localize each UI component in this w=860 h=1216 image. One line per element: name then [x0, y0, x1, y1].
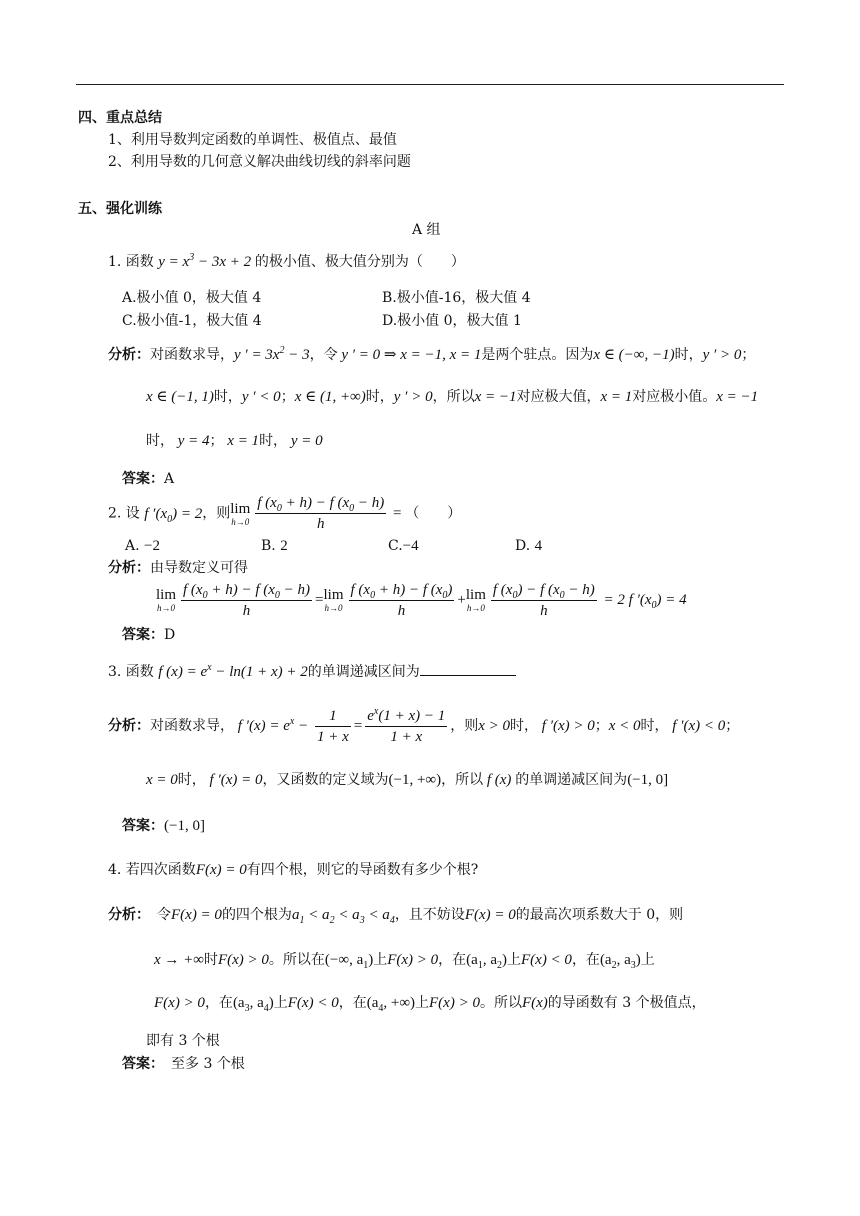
analysis-label: 分析： — [108, 347, 150, 363]
q1-y0: y = 0 — [287, 433, 323, 449]
q1-a3-t1: 时， — [146, 433, 174, 449]
section4-item-2: 2、利用导数的几何意义解决曲线切线的斜率问题 — [108, 154, 411, 170]
q4-fpos4: F(x) > 0 — [429, 995, 480, 1011]
q2-answer — [122, 626, 175, 644]
q3-a1-t2: ，则 — [450, 718, 479, 734]
q2-frac-b: $\frac{f (x_0 + h) - f (x_0)}{h}$ — [350, 581, 453, 619]
q4-fpos3: F(x) > 0 — [154, 995, 205, 1011]
q1-answer-value: A — [164, 471, 175, 487]
q1-analysis-line2: x ∈ (−1, 1)时，y ′ < 0；x ∈ (1, +∞)时，y ′ > 0，所以x = −1对应极大值，x = 1对应极小值。x = −1 — [146, 389, 759, 405]
q4-analysis-line2 — [154, 951, 655, 969]
q2-lim-a: lim h→0 — [156, 587, 177, 613]
q4-a3-t4: 上 — [415, 995, 430, 1011]
q4-a2-t3: 上 — [373, 952, 388, 968]
q2-answer-value: D — [164, 627, 176, 643]
q4-fneg1: F(x) < 0 — [521, 952, 572, 968]
q4-eq2: F(x) = 0 — [464, 907, 516, 923]
q1-analysis-line3 — [146, 432, 323, 450]
q4-a1-t4: 的最高次项系数大于 0，则 — [515, 907, 684, 923]
q3-answer — [122, 817, 205, 835]
q2-option-d — [515, 537, 542, 555]
analysis-label: 分析： — [108, 560, 150, 576]
header-rule — [76, 84, 784, 85]
q2-lim-c: lim h→0 — [465, 587, 486, 613]
q4-a2-t2: 。所以在 — [268, 952, 325, 968]
q4-a3-t5: 。所以 — [479, 995, 522, 1011]
section5-heading: 五、强化训练 — [78, 201, 162, 217]
q4-a1-t2: 的四个根为 — [221, 907, 292, 923]
q2-question: 2. 设 f $'(x_0) = 2$，则 lim h→0 $\frac{f (x_0 + h) - f (x_0 - h)}{h}$ = （ ） — [108, 495, 462, 532]
q3-analysis-line1: 分析：对函数求导， f $'(x) = e^x$ − $\frac{1}{1 + x}$ = $\frac{e^x(1 + x) - 1}{1 + x}$ ，则x > 0时， f ′(x) > 0；x < 0时， f ′(x) < 0； — [108, 705, 740, 745]
q4-fneg2: F(x) < 0 — [287, 995, 339, 1011]
q4-int5: ($a_4$, +∞) — [366, 995, 416, 1014]
q2-option-a — [125, 537, 160, 555]
q2-opt-b-val: 2 — [280, 538, 288, 554]
q1-a3-t2: ； — [209, 433, 224, 449]
analysis-label: 分析： — [108, 907, 143, 923]
q4-fpos2: F(x) > 0 — [387, 952, 439, 968]
q1-sign2: y ′ < 0 — [241, 389, 281, 405]
q3-num: 3. 函数 — [108, 664, 154, 680]
q4-fx: F(x) — [521, 995, 548, 1011]
q2-lim: lim h→0 — [230, 500, 251, 527]
q4-eq1: F(x) = 0 — [171, 907, 222, 923]
q1-num: 1. 函数 — [108, 254, 154, 270]
q3-analysis-line2 — [146, 771, 668, 789]
q1-tail: 的极小值、极大值分别为（ ） — [254, 254, 465, 270]
q1-sign1: y ′ > 0 — [702, 347, 742, 363]
q1-x1: x = 1 — [600, 389, 633, 405]
q4-a1-t1: 令 — [157, 907, 171, 923]
q3-deriv: f $'(x) = e^x$ − — [234, 716, 312, 734]
q4-a3-t6: 的导函数有 3 个极值点， — [547, 995, 706, 1011]
q1-a2-t2: 时， — [365, 389, 394, 405]
q2-frac-c: $\frac{f (x_0) - f (x_0 - h)}{h}$ — [492, 581, 595, 619]
q1-a3-t3: 时， — [259, 433, 288, 449]
q2-opt-c-label: C. — [388, 538, 403, 554]
q2-analysis-text: 由导数定义可得 — [150, 560, 248, 576]
q4-a2-t6: ，在 — [571, 952, 600, 968]
q4-a2-t4: ，在 — [438, 952, 467, 968]
group-label: A 组 — [412, 222, 441, 238]
answer-label: 答案： — [122, 471, 164, 487]
q3-a2-t4: 的单调递减区间为 — [515, 772, 628, 788]
q3-a1-t1: 对函数求导， — [150, 718, 234, 734]
q3-a2-t1: 时， — [177, 772, 206, 788]
answer-label: 答案： — [122, 1056, 157, 1072]
q3-answer-value: (−1, 0] — [164, 818, 205, 834]
q2-opt-a-val: −2 — [144, 538, 160, 554]
q1-roots: y ′ = 0 ⇒ x = −1, x = 1 — [337, 347, 482, 363]
q4-analysis-line3 — [154, 994, 706, 1012]
q4-a3-t3: ，在 — [338, 995, 367, 1011]
q3-question — [108, 661, 516, 681]
q4-a3-t1: ，在 — [204, 995, 233, 1011]
q3-fpos: f ′(x) > 0 — [538, 718, 595, 734]
q1-x1b: x = 1 — [223, 433, 260, 449]
q2-opt-a-label: A. — [125, 538, 140, 554]
q1-sign3: y ′ > 0 — [393, 389, 433, 405]
q1-option-a: A.极小值 0，极大值 4 — [122, 290, 262, 306]
q1-a1-t3: 是两个驻点。因为 — [481, 347, 594, 363]
q3-fx: f (x) — [483, 772, 516, 788]
q3-frac2: $\frac{e^x(1 + x) - 1}{1 + x}$ — [367, 705, 446, 745]
q1-interval1: x ∈ (−∞, −1) — [593, 347, 675, 363]
q2-opt-d-label: D. — [515, 538, 531, 554]
q2-tail: （ ） — [405, 505, 462, 522]
q4-int2: ($a_1$, $a_2$) — [466, 952, 507, 971]
q3-tail: 的单调递减区间为 — [307, 664, 420, 680]
q4-int1: (−∞, $a_1$) — [324, 952, 374, 971]
q3-a1-t5: 时， — [640, 718, 669, 734]
q4-a2-t1: 时 — [203, 952, 218, 968]
q4-roots: $a_1 < a_2 < a_3 < a_4$ — [291, 907, 395, 926]
q4-answer — [122, 1055, 245, 1073]
q2-option-b — [261, 537, 288, 555]
q2-frac-a: $\frac{f (x_0 + h) - f (x_0 - h)}{h}$ — [183, 581, 311, 619]
q2-opt-b-label: B. — [261, 538, 276, 554]
q1-option-c: C.极小值-1，极大值 4 — [122, 313, 262, 329]
q4-xinf: x → +∞ — [154, 952, 204, 968]
q3-fneg: f ′(x) < 0 — [668, 718, 726, 734]
q3-a1-t4: ； — [594, 718, 609, 734]
q4-a2-t7: 上 — [640, 952, 655, 968]
q3-frac1: $\frac{1}{1 + x}$ — [316, 707, 349, 745]
q1-interval2: x ∈ (−1, 1) — [146, 389, 214, 405]
q3-xneg: x < 0 — [608, 718, 641, 734]
q4-eq: F(x) = 0 — [195, 862, 247, 878]
answer-label: 答案： — [122, 627, 164, 643]
q3-a2-t2: ，又函数的定义域为 — [262, 772, 389, 788]
q2-given: f $'(x_0) = 2$ — [144, 505, 203, 525]
q1-option-b: B.极小值-16，极大值 4 — [382, 290, 531, 306]
q1-a1-t1: 对函数求导， — [150, 347, 234, 363]
q4-answer-value: 至多 3 个根 — [171, 1056, 245, 1072]
q4-analysis-line1 — [108, 906, 683, 924]
q2-lim-b: lim h→0 — [323, 587, 344, 613]
q4-question-post: 有四个根，则它的导函数有多少个根? — [246, 862, 479, 878]
q1-a2-t4: 对应极大值， — [516, 389, 601, 405]
q4-analysis-line4: 即有 3 个根 — [146, 1033, 220, 1049]
q4-a3-t2: 上 — [273, 995, 288, 1011]
q4-fpos1: F(x) > 0 — [217, 952, 269, 968]
q4-a1-t3: ，且不妨设 — [394, 907, 465, 923]
q4-question — [108, 861, 478, 879]
q1-xm1b: x = −1 — [716, 389, 759, 405]
q4-question-pre: 4. 若四次函数 — [108, 862, 196, 878]
answer-label: 答案： — [122, 818, 164, 834]
q2-analysis — [108, 559, 248, 577]
q3-f0: f ′(x) = 0 — [205, 772, 263, 788]
q3-domain: (−1, +∞) — [388, 772, 442, 788]
q4-a2-t5: 上 — [507, 952, 521, 968]
q1-formula: $y = x^3 - 3x + 2$ — [158, 252, 255, 270]
q3-a2-t3: ，所以 — [441, 772, 484, 788]
q3-a1-t3: 时， — [510, 718, 539, 734]
q4-int3: ($a_2$, $a_3$) — [599, 952, 641, 971]
q2-opt-d-val: 4 — [534, 538, 543, 554]
q3-formula: f $(x) = e^x - \ln(1 + x) + 2$ — [158, 662, 308, 680]
q3-xpos: x > 0 — [478, 718, 511, 734]
q2-mid: ，则 — [202, 505, 231, 522]
q1-a1-t4: 时， — [674, 347, 703, 363]
q1-analysis-line1: 分析：对函数求导，y ′ = $3x^2 - 3$，令 y ′ = 0 ⇒ x = −1, x = 1是两个驻点。因为x ∈ (−∞, −1)时，y ′ > 0； — [108, 345, 756, 363]
q2-derivation: lim h→0 $\frac{f (x_0 + h) - f (x_0 - h)}{h}$ = lim h→0 $\frac{f (x_0 + h) - f (x_0)}{h}$ + lim h→0 $\frac{f (x_0) - f (x_0 - h)}{h}$ = 2 f $'(x_0) = 4$ — [156, 581, 687, 619]
q2-opt-c-val: −4 — [402, 538, 419, 554]
q3-x0: x = 0 — [146, 772, 178, 788]
q1-question — [108, 253, 465, 271]
q1-option-d: D.极小值 0，极大值 1 — [382, 313, 522, 329]
q1-xm1: x = −1 — [474, 389, 517, 405]
q3-answer-blank — [420, 661, 516, 676]
section4-heading: 四、重点总结 — [78, 110, 162, 126]
q2-num: 2. 设 — [108, 505, 140, 522]
q1-a2-t5: 对应极小值。 — [632, 389, 717, 405]
q1-answer — [122, 470, 174, 488]
q2-option-c — [388, 537, 419, 555]
q4-int4: ($a_3$, $a_4$) — [232, 995, 274, 1014]
q1-a2-t1: 时， — [213, 389, 242, 405]
q1-interval3: x ∈ (1, +∞) — [294, 389, 366, 405]
q3-interval: (−1, 0] — [627, 772, 669, 788]
section4-item-1: 1、利用导数判定函数的单调性、极值点、最值 — [108, 132, 397, 148]
q1-deriv: y ′ = $3x^2 - 3$ — [234, 345, 310, 363]
q1-y4: y = 4 — [174, 433, 210, 449]
q1-a2-t3: ，所以 — [432, 389, 475, 405]
q2-fraction: $\frac{f (x_0 + h) - f (x_0 - h)}{h}$ — [257, 495, 385, 532]
q1-a1-t2: ，令 — [309, 347, 338, 363]
analysis-label: 分析： — [108, 718, 150, 734]
